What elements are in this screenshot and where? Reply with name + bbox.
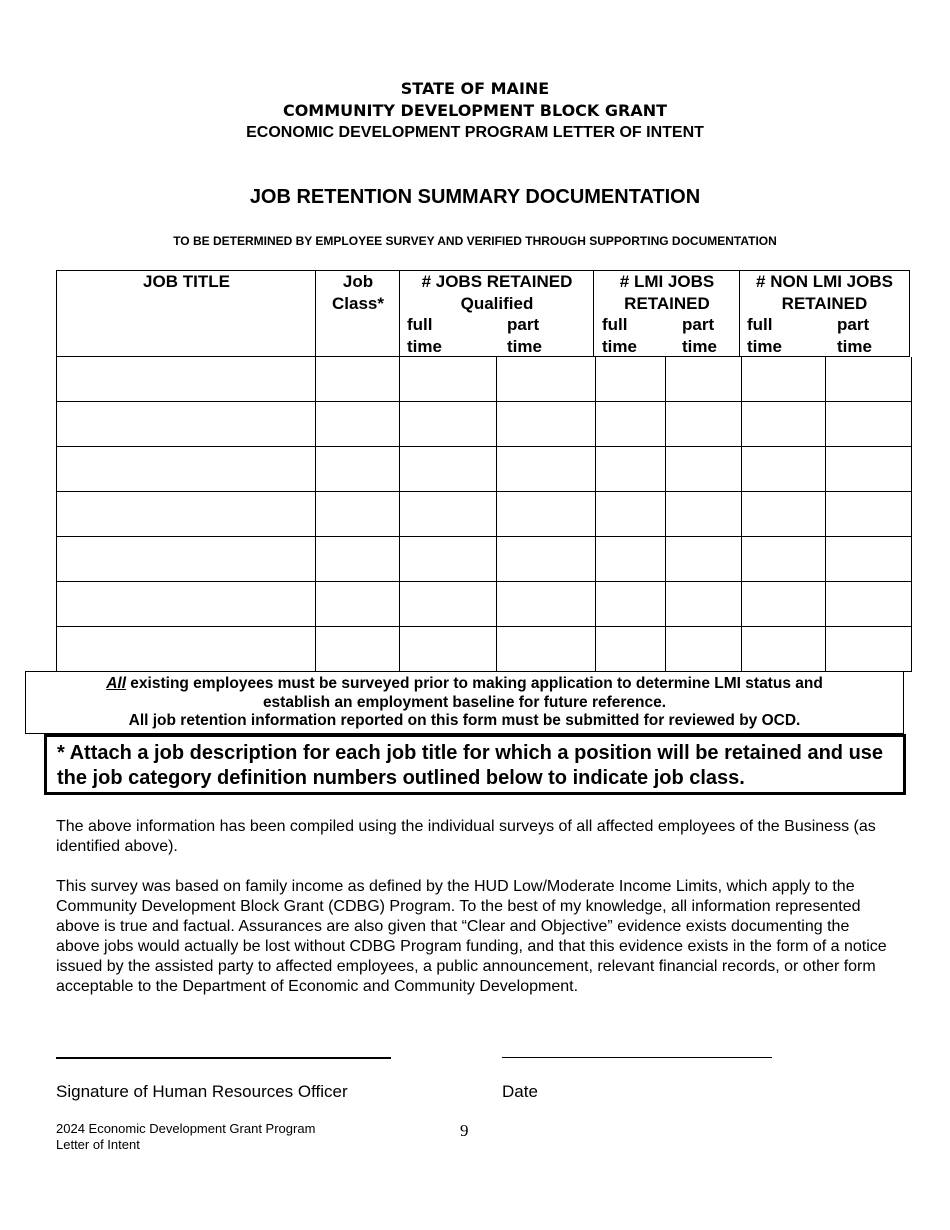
table-cell[interactable] (315, 582, 400, 627)
page-number: 9 (460, 1121, 469, 1140)
table-cell[interactable] (56, 492, 316, 537)
notice-line2: establish an employment baseline for future reference. (262, 693, 667, 711)
table-cell[interactable] (741, 402, 826, 447)
table-cell[interactable] (315, 447, 400, 492)
table-cell[interactable] (399, 537, 497, 582)
header-lmi-line1: # LMI JOBS (619, 272, 715, 291)
header-state: STATE OF MAINE (400, 79, 550, 98)
table-cell[interactable] (665, 626, 742, 671)
header-job-title (56, 270, 316, 357)
notice-emphasis: All (106, 675, 126, 692)
job-retention-table (56, 270, 912, 671)
header-non-lmi-line2: RETAINED (781, 293, 868, 313)
certification-statement: This survey was based on family income as defined by the HUD Low/Moderate Income Limits, which apply to the Community Development Block Grant (CDBG) Program. To the best of my knowledge, all information represented above is true and factual. Assurances are also given that “Clear and Objective” evidence exists documenting the above jobs would actually be lost without CDBG Program funding, and that this evidence exists in the form of a notice issued by the assisted party to affected employees, a public announcement, relevant financial records, or other form acceptable to the Department of Economic and Community Development. (56, 878, 887, 995)
attach-job-description-note: * Attach a job description for each job title for which a position will be retained and use the job category definition numbers outlined below to indicate job class. (44, 734, 906, 795)
table-cell[interactable] (741, 582, 826, 627)
table-cell[interactable] (56, 357, 316, 402)
table-cell[interactable] (399, 357, 497, 402)
table-cell[interactable] (496, 357, 596, 402)
header-program: COMMUNITY DEVELOPMENT BLOCK GRANT (282, 101, 668, 120)
table-cell[interactable] (741, 537, 826, 582)
table-cell[interactable] (496, 492, 596, 537)
full-time-label: full time (602, 315, 637, 356)
table-cell[interactable] (315, 357, 400, 402)
part-time-label: part time (507, 315, 542, 356)
table-cell[interactable] (665, 492, 742, 537)
header-lmi-line2: RETAINED (624, 293, 710, 313)
table-cell[interactable] (595, 626, 666, 671)
header-jobs-retained (399, 270, 594, 357)
header-job-title-label: JOB TITLE (143, 272, 230, 291)
table-cell[interactable] (595, 402, 666, 447)
full-time-label: full time (747, 315, 782, 356)
table-cell[interactable] (665, 537, 742, 582)
header-job-class (315, 270, 400, 357)
table-cell[interactable] (56, 447, 316, 492)
header-jobs-retained-line2: Qualified (460, 293, 534, 313)
compiled-statement: The above information has been compiled using the individual surveys of all affected employees of the Business (as identified above). (56, 818, 876, 855)
table-cell[interactable] (665, 582, 742, 627)
table-cell[interactable] (595, 447, 666, 492)
header-letter: ECONOMIC DEVELOPMENT PROGRAM LETTER OF INTENT (246, 124, 704, 141)
table-cell[interactable] (741, 447, 826, 492)
signature-label: Signature of Human Resources Officer (56, 1082, 348, 1101)
table-cell[interactable] (56, 537, 316, 582)
table-cell[interactable] (825, 357, 912, 402)
table-cell[interactable] (595, 582, 666, 627)
table-cell[interactable] (741, 492, 826, 537)
header-job-class-line1: Job (342, 272, 374, 291)
table-cell[interactable] (825, 402, 912, 447)
table-cell[interactable] (399, 402, 497, 447)
date-line[interactable] (502, 1057, 772, 1058)
survey-notice (25, 671, 904, 734)
table-cell[interactable] (665, 447, 742, 492)
part-time-label: part time (682, 315, 717, 356)
footer-line1: 2024 Economic Development Grant Program (56, 1121, 316, 1136)
table-cell[interactable] (399, 492, 497, 537)
notice-line1 (26, 675, 903, 694)
date-label: Date (502, 1082, 538, 1101)
table-cell[interactable] (315, 492, 400, 537)
header-non-lmi-line1: # NON LMI JOBS (756, 272, 893, 291)
table-cell[interactable] (741, 626, 826, 671)
table-cell[interactable] (825, 537, 912, 582)
full-time-label: full time (407, 315, 442, 356)
table-cell[interactable] (315, 402, 400, 447)
table-cell[interactable] (741, 357, 826, 402)
table-cell[interactable] (825, 582, 912, 627)
header-non-lmi-jobs (739, 270, 910, 357)
table-cell[interactable] (496, 626, 596, 671)
table-cell[interactable] (496, 447, 596, 492)
table-cell[interactable] (496, 582, 596, 627)
table-cell[interactable] (399, 582, 497, 627)
page-subtitle: TO BE DETERMINED BY EMPLOYEE SURVEY AND VERIFIED THROUGH SUPPORTING DOCUMENTATION (173, 234, 777, 248)
header-jobs-retained-line1: # JOBS RETAINED (421, 272, 573, 291)
part-time-label: part time (837, 315, 872, 356)
header-lmi-jobs (593, 270, 740, 357)
table-cell[interactable] (315, 626, 400, 671)
table-cell[interactable] (595, 492, 666, 537)
table-cell[interactable] (399, 626, 497, 671)
table-cell[interactable] (315, 537, 400, 582)
footer-line2: Letter of Intent (56, 1137, 140, 1152)
header-job-class-line2: Class* (332, 293, 384, 313)
page-title: JOB RETENTION SUMMARY DOCUMENTATION (249, 186, 701, 208)
table-cell[interactable] (399, 447, 497, 492)
table-cell[interactable] (665, 357, 742, 402)
notice-line3: All job retention information reported on this form must be submitted for reviewed by OCD. (128, 712, 801, 729)
table-cell[interactable] (595, 357, 666, 402)
signature-line[interactable] (56, 1057, 391, 1059)
table-cell[interactable] (665, 402, 742, 447)
table-cell[interactable] (825, 626, 912, 671)
table-cell[interactable] (56, 582, 316, 627)
table-cell[interactable] (496, 537, 596, 582)
table-cell[interactable] (496, 402, 596, 447)
table-cell[interactable] (56, 402, 316, 447)
table-cell[interactable] (825, 492, 912, 537)
notice-line1-text: existing employees must be surveyed prior to making application to determine LMI status and (126, 675, 823, 692)
footer-program (56, 1121, 315, 1153)
table-cell[interactable] (56, 626, 316, 671)
table-cell[interactable] (825, 447, 912, 492)
table-cell[interactable] (595, 537, 666, 582)
